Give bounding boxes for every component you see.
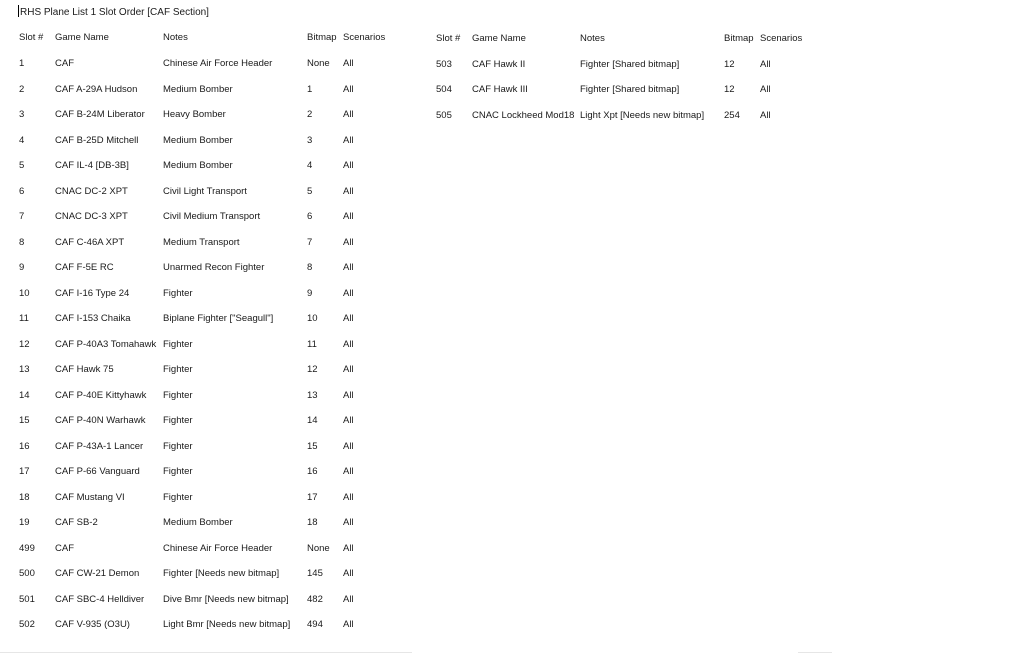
- slot-cell: 4: [19, 134, 25, 146]
- header-bitmap: Bitmap: [724, 33, 754, 44]
- notes-cell: Fighter: [163, 440, 193, 452]
- page-divider: [0, 652, 412, 653]
- notes-cell: Chinese Air Force Header: [163, 542, 273, 554]
- scenarios-cell: All: [343, 619, 354, 630]
- bitmap-cell: 17: [307, 491, 318, 503]
- bitmap-cell: None: [307, 542, 330, 554]
- scenarios-cell: All: [343, 415, 354, 426]
- header-scenarios: Scenarios: [343, 32, 386, 43]
- bitmap-cell: 16: [307, 466, 318, 477]
- bitmap-cell: 14: [307, 415, 318, 426]
- header-notes: Notes: [163, 32, 188, 43]
- text-cursor: [18, 5, 19, 17]
- bitmap-cell: 18: [307, 517, 318, 528]
- slot-cell: 18: [19, 491, 30, 503]
- notes-cell: Medium Bomber: [163, 160, 233, 171]
- game-name-cell: CAF P-40N Warhawk: [55, 415, 146, 426]
- bitmap-cell: 12: [724, 58, 735, 70]
- game-name-cell: CAF B-24M Liberator: [55, 109, 145, 120]
- notes-cell: Civil Medium Transport: [163, 211, 261, 222]
- game-name-cell: CAF IL-4 [DB-3B]: [55, 160, 129, 171]
- notes-cell: Fighter: [163, 389, 193, 401]
- notes-cell: Fighter: [163, 491, 193, 503]
- scenarios-cell: All: [343, 83, 354, 95]
- scenarios-cell: All: [343, 313, 354, 324]
- notes-cell: Chinese Air Force Header: [163, 58, 273, 69]
- slot-cell: 6: [19, 185, 25, 197]
- scenarios-cell: All: [343, 262, 354, 273]
- bitmap-cell: 13: [307, 389, 318, 401]
- scenarios-cell: All: [760, 109, 771, 121]
- game-name-cell: CNAC DC-3 XPT: [55, 211, 128, 222]
- notes-cell: Civil Light Transport: [163, 185, 247, 197]
- header-scenarios: Scenarios: [760, 33, 803, 44]
- scenarios-cell: All: [343, 58, 354, 69]
- scenarios-cell: All: [343, 466, 354, 477]
- notes-cell: Light Xpt [Needs new bitmap]: [580, 109, 705, 121]
- game-name-cell: CAF A-29A Hudson: [55, 83, 138, 95]
- slot-cell: 2: [19, 83, 25, 95]
- slot-cell: 11: [19, 313, 29, 324]
- game-name-cell: CAF CW-21 Demon: [55, 568, 140, 579]
- slot-cell: 7: [19, 211, 25, 222]
- document-title[interactable]: [18, 5, 209, 18]
- notes-cell: Fighter [Shared bitmap]: [580, 84, 680, 95]
- game-name-cell: CAF I-153 Chaika: [55, 313, 131, 324]
- scenarios-cell: All: [343, 109, 354, 120]
- game-name-cell: CAF B-25D Mitchell: [55, 134, 139, 146]
- bitmap-cell: 4: [307, 160, 313, 171]
- game-name-cell: CAF: [55, 542, 74, 554]
- notes-cell: Dive Bmr [Needs new bitmap]: [163, 593, 289, 605]
- bitmap-cell: 10: [307, 313, 318, 324]
- scenarios-cell: All: [343, 542, 354, 554]
- game-name-cell: CAF Hawk II: [472, 58, 526, 70]
- scenarios-cell: All: [343, 134, 354, 146]
- notes-cell: Biplane Fighter ["Seagull"]: [163, 313, 274, 324]
- document-title-text: RHS Plane List 1 Slot Order [CAF Section]: [20, 7, 209, 18]
- notes-cell: Fighter: [163, 364, 193, 375]
- slot-cell: 10: [19, 287, 30, 299]
- game-name-cell: CAF C-46A XPT: [55, 236, 125, 248]
- bitmap-cell: 494: [307, 619, 323, 630]
- scenarios-cell: All: [343, 568, 354, 579]
- header-game-name: Game Name: [55, 32, 109, 43]
- slot-cell: 3: [19, 109, 25, 120]
- slot-cell: 9: [19, 262, 25, 273]
- notes-cell: Fighter [Shared bitmap]: [580, 58, 680, 70]
- slot-cell: 15: [19, 415, 30, 426]
- slot-cell: 502: [19, 619, 35, 630]
- slot-cell: 17: [19, 466, 30, 477]
- notes-cell: Medium Bomber: [163, 134, 233, 146]
- game-name-cell: CAF F-5E RC: [55, 262, 114, 273]
- bitmap-cell: 15: [307, 440, 318, 452]
- game-name-cell: CAF Hawk 75: [55, 364, 114, 375]
- bitmap-cell: 12: [307, 364, 318, 375]
- bitmap-cell: None: [307, 58, 330, 69]
- scenarios-cell: All: [343, 593, 354, 605]
- slot-cell: 503: [436, 58, 452, 70]
- slot-cell: 13: [19, 364, 30, 375]
- bitmap-cell: 12: [724, 84, 735, 95]
- bitmap-cell: 482: [307, 593, 323, 605]
- notes-cell: Heavy Bomber: [163, 109, 226, 120]
- scenarios-cell: All: [343, 185, 354, 197]
- header-slot: Slot #: [19, 32, 44, 43]
- notes-cell: Fighter [Needs new bitmap]: [163, 568, 280, 579]
- scenarios-cell: All: [760, 58, 771, 70]
- game-name-cell: CAF P-40E Kittyhawk: [55, 389, 147, 401]
- page-divider: [798, 652, 832, 653]
- notes-cell: Medium Bomber: [163, 83, 233, 95]
- scenarios-cell: All: [343, 338, 354, 350]
- slot-cell: 5: [19, 160, 25, 171]
- notes-cell: Fighter: [163, 415, 193, 426]
- notes-cell: Unarmed Recon Fighter: [163, 262, 265, 273]
- slot-cell: 504: [436, 84, 452, 95]
- notes-cell: Medium Transport: [163, 236, 240, 248]
- scenarios-cell: All: [760, 84, 771, 95]
- slot-cell: 505: [436, 109, 452, 121]
- slot-cell: 500: [19, 568, 35, 579]
- header-game-name: Game Name: [472, 33, 526, 44]
- slot-cell: 1: [19, 58, 25, 69]
- slot-cell: 501: [19, 593, 35, 605]
- header-slot: Slot #: [436, 33, 461, 44]
- scenarios-cell: All: [343, 364, 354, 375]
- bitmap-cell: 11: [307, 338, 317, 350]
- bitmap-cell: 7: [307, 236, 313, 248]
- game-name-cell: CAF V-935 (O3U): [55, 619, 130, 630]
- bitmap-cell: 5: [307, 185, 313, 197]
- slot-cell: 8: [19, 236, 25, 248]
- scenarios-cell: All: [343, 236, 354, 248]
- game-name-cell: CNAC Lockheed Mod18: [472, 109, 575, 121]
- game-name-cell: CAF P-43A-1 Lancer: [55, 440, 144, 452]
- game-name-cell: CAF: [55, 58, 74, 69]
- slot-cell: 12: [19, 338, 30, 350]
- scenarios-cell: All: [343, 287, 354, 299]
- scenarios-cell: All: [343, 160, 354, 171]
- bitmap-cell: 9: [307, 287, 313, 299]
- bitmap-cell: 8: [307, 262, 313, 273]
- slot-cell: 19: [19, 517, 30, 528]
- notes-cell: Medium Bomber: [163, 517, 233, 528]
- bitmap-cell: 6: [307, 211, 313, 222]
- scenarios-cell: All: [343, 491, 354, 503]
- slot-cell: 499: [19, 542, 35, 554]
- bitmap-cell: 2: [307, 109, 313, 120]
- game-name-cell: CAF SBC-4 Helldiver: [55, 593, 145, 605]
- game-name-cell: CAF SB-2: [55, 517, 98, 528]
- notes-cell: Light Bmr [Needs new bitmap]: [163, 619, 291, 630]
- game-name-cell: CAF P-66 Vanguard: [55, 466, 140, 477]
- scenarios-cell: All: [343, 440, 354, 452]
- notes-cell: Fighter: [163, 466, 193, 477]
- notes-cell: Fighter: [163, 287, 193, 299]
- header-bitmap: Bitmap: [307, 32, 337, 43]
- bitmap-cell: 145: [307, 568, 323, 579]
- scenarios-cell: All: [343, 211, 354, 222]
- bitmap-cell: 254: [724, 109, 740, 121]
- bitmap-cell: 3: [307, 134, 313, 146]
- bitmap-cell: 1: [307, 83, 313, 95]
- game-name-cell: CNAC DC-2 XPT: [55, 185, 128, 197]
- game-name-cell: CAF P-40A3 Tomahawk: [55, 338, 157, 350]
- game-name-cell: CAF Hawk III: [472, 84, 528, 95]
- header-notes: Notes: [580, 33, 605, 44]
- scenarios-cell: All: [343, 389, 354, 401]
- game-name-cell: CAF Mustang VI: [55, 491, 125, 503]
- notes-cell: Fighter: [163, 338, 193, 350]
- slot-cell: 16: [19, 440, 30, 452]
- game-name-cell: CAF I-16 Type 24: [55, 287, 130, 299]
- scenarios-cell: All: [343, 517, 354, 528]
- slot-cell: 14: [19, 389, 30, 401]
